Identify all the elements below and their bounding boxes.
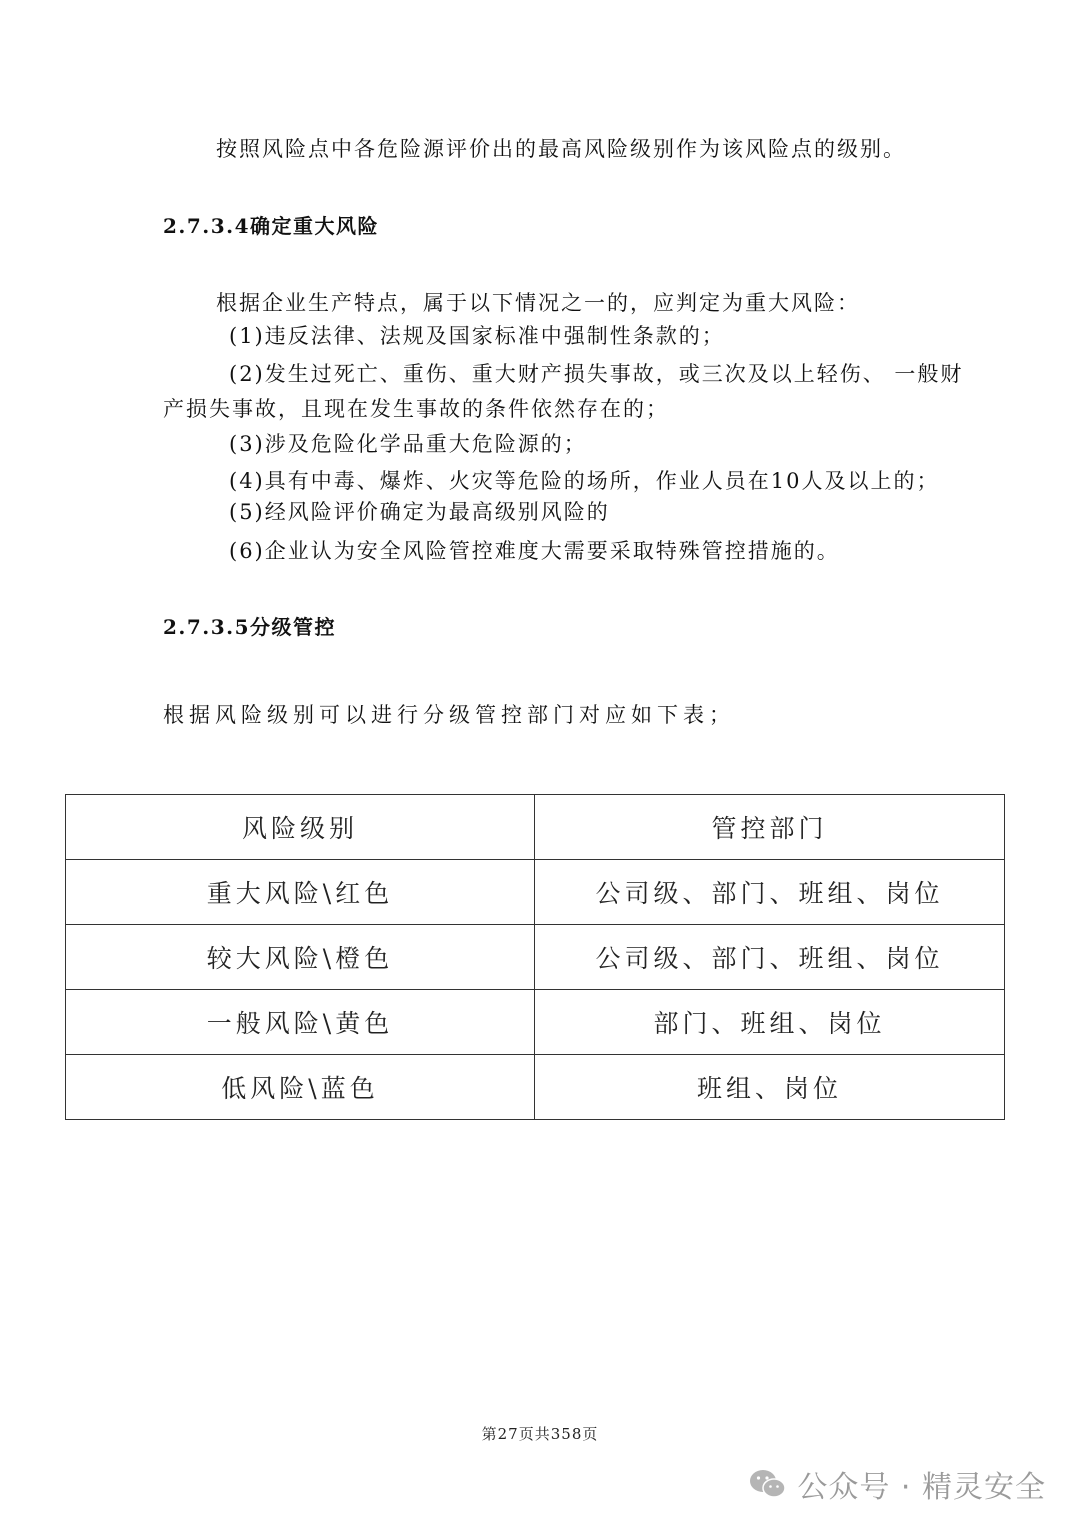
list-item: (1)违反法律、法规及国家标准中强制性条款的；	[229, 324, 725, 348]
list-item: (5)经风险评价确定为最高级别风险的	[229, 500, 610, 524]
watermark-text: 公众号 · 精灵安全	[797, 1470, 1046, 1505]
table-row	[66, 860, 1005, 925]
list-item: (4)具有中毒、爆炸、火灾等危险的场所，作业人员在10人及以上的；	[229, 469, 940, 493]
list-item: (3)涉及危险化学品重大危险源的；	[229, 432, 587, 456]
list-item: (6)企业认为安全风险管控难度大需要采取特殊管控措施的。	[229, 539, 840, 563]
wechat-icon	[749, 1468, 787, 1500]
intro-paragraph: 按照风险点中各危险源评价出的最高风险级别作为该风险点的级别。	[216, 137, 906, 161]
risk-level-cell: 重大风险\红色	[66, 860, 535, 925]
department-cell: 班组、岗位	[535, 1055, 1005, 1120]
department-cell: 公司级、部门、班组、岗位	[535, 860, 1005, 925]
watermark	[749, 1462, 1046, 1506]
graded-control-lead: 根据风险级别可以进行分级管控部门对应如下表；	[163, 703, 735, 727]
table-row	[66, 925, 1005, 990]
section-heading-graded-control: 2.7.3.5分级管控	[163, 615, 337, 639]
table-row	[66, 990, 1005, 1055]
list-item-continuation: 产损失事故，且现在发生事故的条件依然存在的；	[163, 397, 669, 421]
risk-level-cell: 一般风险\黄色	[66, 990, 535, 1055]
table-row	[66, 1055, 1005, 1120]
department-cell: 部门、班组、岗位	[535, 990, 1005, 1055]
risk-level-table	[65, 794, 1005, 1120]
section-heading-major-risk: 2.7.3.4确定重大风险	[163, 214, 380, 238]
risk-level-cell: 低风险\蓝色	[66, 1055, 535, 1120]
page-number-footer: 第27页共358页	[481, 1425, 599, 1443]
header-control-department: 管控部门	[535, 795, 1005, 860]
risk-level-cell: 较大风险\橙色	[66, 925, 535, 990]
department-cell: 公司级、部门、班组、岗位	[535, 925, 1005, 990]
table-header-row	[66, 795, 1005, 860]
list-item: (2)发生过死亡、重伤、重大财产损失事故，或三次及以上轻伤、 一般财	[229, 362, 964, 386]
major-risk-lead: 根据企业生产特点，属于以下情况之一的，应判定为重大风险：	[216, 291, 860, 315]
header-risk-level: 风险级别	[66, 795, 535, 860]
